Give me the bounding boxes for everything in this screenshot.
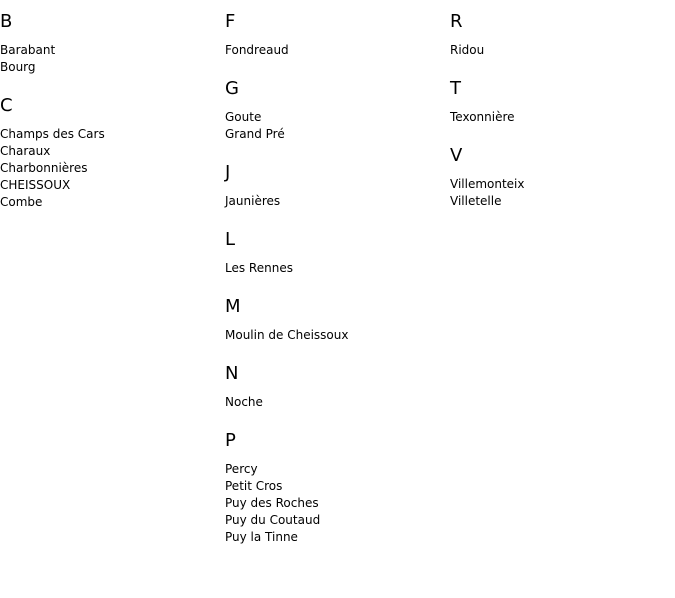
letter-group-g (225, 78, 445, 143)
letter-heading-l: L (225, 229, 236, 250)
list-item (225, 193, 445, 210)
place-link[interactable]: Goute (225, 110, 262, 124)
letter-group-l (225, 229, 445, 277)
letter-heading-b: B (0, 11, 13, 32)
list-item (450, 193, 670, 210)
place-link[interactable]: Villemonteix (450, 177, 525, 191)
list-item (225, 461, 445, 478)
list-item (225, 260, 445, 277)
index-column-2 (225, 0, 445, 546)
letter-group-v (450, 145, 670, 210)
place-link[interactable]: Bourg (0, 60, 36, 74)
list-item (225, 42, 445, 59)
place-list-l (225, 260, 445, 277)
list-item (225, 512, 445, 529)
place-link[interactable]: Combe (0, 195, 43, 209)
letter-heading-n: N (225, 363, 239, 384)
list-item (225, 126, 445, 143)
list-item (0, 143, 220, 160)
place-link[interactable]: Puy du Coutaud (225, 513, 321, 527)
letter-group-b (0, 11, 220, 76)
list-item (225, 327, 445, 344)
letter-group-f (225, 11, 445, 59)
index-column-1 (0, 0, 220, 211)
list-item (0, 194, 220, 211)
letter-heading-p: P (225, 430, 236, 451)
list-item (225, 478, 445, 495)
letter-heading-c: C (0, 95, 13, 116)
place-list-r (450, 42, 670, 59)
place-link[interactable]: Puy la Tinne (225, 530, 298, 544)
list-item (0, 59, 220, 76)
place-list-v (450, 176, 670, 210)
letter-heading-g: G (225, 78, 239, 99)
place-list-t (450, 109, 670, 126)
place-link[interactable]: Charbonnières (0, 161, 88, 175)
letter-group-n (225, 363, 445, 411)
letter-group-c (0, 95, 220, 211)
place-link[interactable]: Villetelle (450, 194, 502, 208)
index-column-3 (450, 0, 670, 210)
letter-heading-m: M (225, 296, 241, 317)
place-link[interactable]: Texonnière (450, 110, 515, 124)
list-item (225, 529, 445, 546)
place-link[interactable]: CHEISSOUX (0, 178, 71, 192)
place-link[interactable]: Jaunières (225, 194, 281, 208)
list-item (225, 109, 445, 126)
place-list-j (225, 193, 445, 210)
letter-group-t (450, 78, 670, 126)
place-list-b (0, 42, 220, 76)
place-link[interactable]: Fondreaud (225, 43, 289, 57)
place-link[interactable]: Charaux (0, 144, 51, 158)
place-link[interactable]: Grand Pré (225, 127, 285, 141)
list-item (0, 160, 220, 177)
place-link[interactable]: Barabant (0, 43, 56, 57)
list-item (450, 42, 670, 59)
place-link[interactable]: Ridou (450, 43, 485, 57)
place-link[interactable]: Champs des Cars (0, 127, 105, 141)
letter-heading-j: J (225, 162, 231, 183)
place-list-f (225, 42, 445, 59)
place-link[interactable]: Noche (225, 395, 263, 409)
place-link[interactable]: Percy (225, 462, 258, 476)
list-item (0, 126, 220, 143)
letter-heading-r: R (450, 11, 463, 32)
letter-group-j (225, 162, 445, 210)
place-list-m (225, 327, 445, 344)
place-link[interactable]: Moulin de Cheissoux (225, 328, 349, 342)
list-item (450, 176, 670, 193)
list-item (225, 495, 445, 512)
place-list-c (0, 126, 220, 211)
letter-heading-f: F (225, 11, 236, 32)
list-item (225, 394, 445, 411)
place-list-p (225, 461, 445, 546)
place-list-n (225, 394, 445, 411)
place-list-g (225, 109, 445, 143)
letter-group-m (225, 296, 445, 344)
list-item (0, 177, 220, 194)
list-item (0, 42, 220, 59)
list-item (450, 109, 670, 126)
letter-group-r (450, 11, 670, 59)
letter-heading-v: V (450, 145, 463, 166)
place-link[interactable]: Puy des Roches (225, 496, 319, 510)
letter-heading-t: T (450, 78, 461, 99)
letter-group-p (225, 430, 445, 546)
place-link[interactable]: Petit Cros (225, 479, 283, 493)
place-link[interactable]: Les Rennes (225, 261, 293, 275)
